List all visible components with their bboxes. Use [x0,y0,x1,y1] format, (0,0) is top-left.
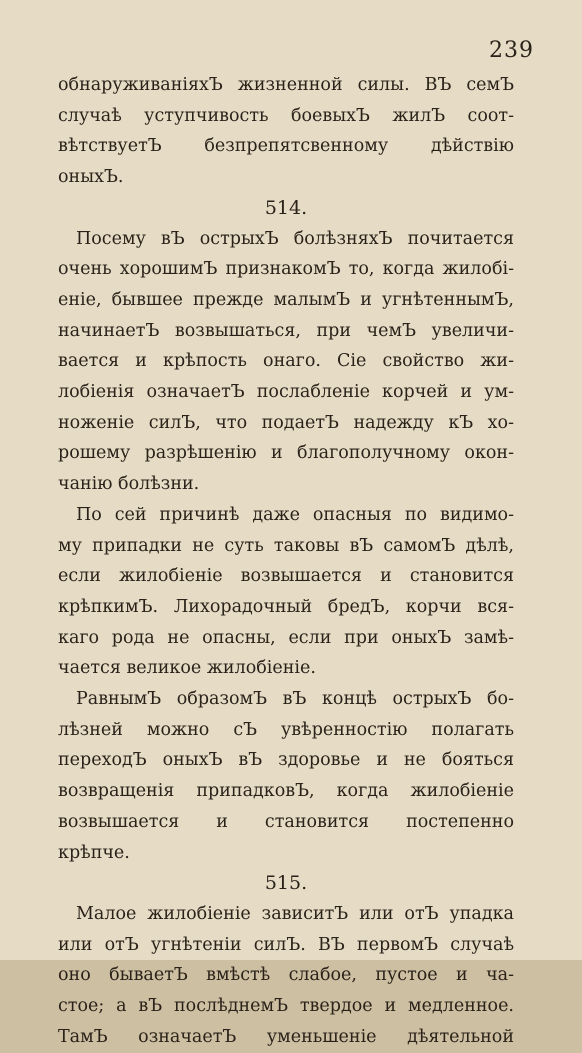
text-line: лѣзней можно сЪ увѣренностію полагать [58,719,514,740]
text-line: переходЪ оныхЪ вЪ здоровье и не бояться [58,750,514,771]
text-line: ТамЪ означаетЪ уменьшеніе дѣятельной [58,1026,514,1047]
text-line: стое; а вЪ послѣднемЪ твердое и медленное. [58,996,514,1017]
text-line: рошему разрѣшенію и благополучному окон- [58,443,514,464]
text-line: возвышается и становится постепенно [58,811,514,832]
text-line: случаѣ уступчивость боевыхЪ жилЪ соот- [58,105,514,126]
body-text [58,70,514,1053]
text-line: му припадки не суть таковы вЪ самомЪ дѣлѣ, [58,535,514,556]
page-number: 239 [489,38,534,63]
text-line: вѣтствуетЪ безпрепятсвенному дѣйствію [58,136,514,157]
text-line: еніе, бывшее прежде малымЪ и угнѣтеннымЪ, [58,289,514,310]
paragraph-first-line: По сей причинѣ даже опасныя по видимо- [76,504,514,525]
text-line: вается и крѣпость онаго. Сіе свойство жи- [58,351,514,372]
paragraph-first-line: Малое жилобіеніе зависитЪ или отЪ упадка [76,903,514,924]
text-line: чанію болѣзни. [58,474,200,495]
text-line: крѣпче. [58,842,130,863]
text-line: ноженіе силЪ, что подаетЪ надежду кЪ хо- [58,412,514,433]
text-line: возвращенія припадковЪ, когда жилобіеніе [58,781,514,802]
paragraph-first-line: РавнымЪ образомЪ вЪ концѣ острыхЪ бо- [76,689,514,710]
text-line: очень хорошимЪ признакомЪ то, когда жилобі- [58,259,514,280]
section-number: 515. [264,872,308,895]
text-line: если жилобіеніе возвышается и становится [58,566,514,587]
text-line: каго рода не опасны, если при оныхЪ замѣ- [58,627,514,648]
section-number: 514. [264,196,308,219]
paragraph-first-line: Посему вЪ острыхЪ болѣзняхЪ почитается [76,228,514,249]
text-line: чается великое жилобіеніе. [58,658,316,679]
text-line: начинаетЪ возвышаться, при чемЪ увеличи- [58,320,514,341]
text-line: лобіенія означаетЪ послабленіе корчей и ум- [58,382,514,403]
text-line: или отЪ угнѣтеніи силЪ. ВЪ первомЪ случаѣ [58,934,514,955]
text-line: оныхЪ. [58,167,124,188]
text-line: крѣпкимЪ. Лихорадочный бредЪ, корчи вся- [58,596,514,617]
text-line: оно бываетЪ вмѣстѣ слабое, пустое и ча- [58,965,514,986]
text-line: обнаруживаніяхЪ жизненной силы. ВЪ семЪ [58,75,514,95]
